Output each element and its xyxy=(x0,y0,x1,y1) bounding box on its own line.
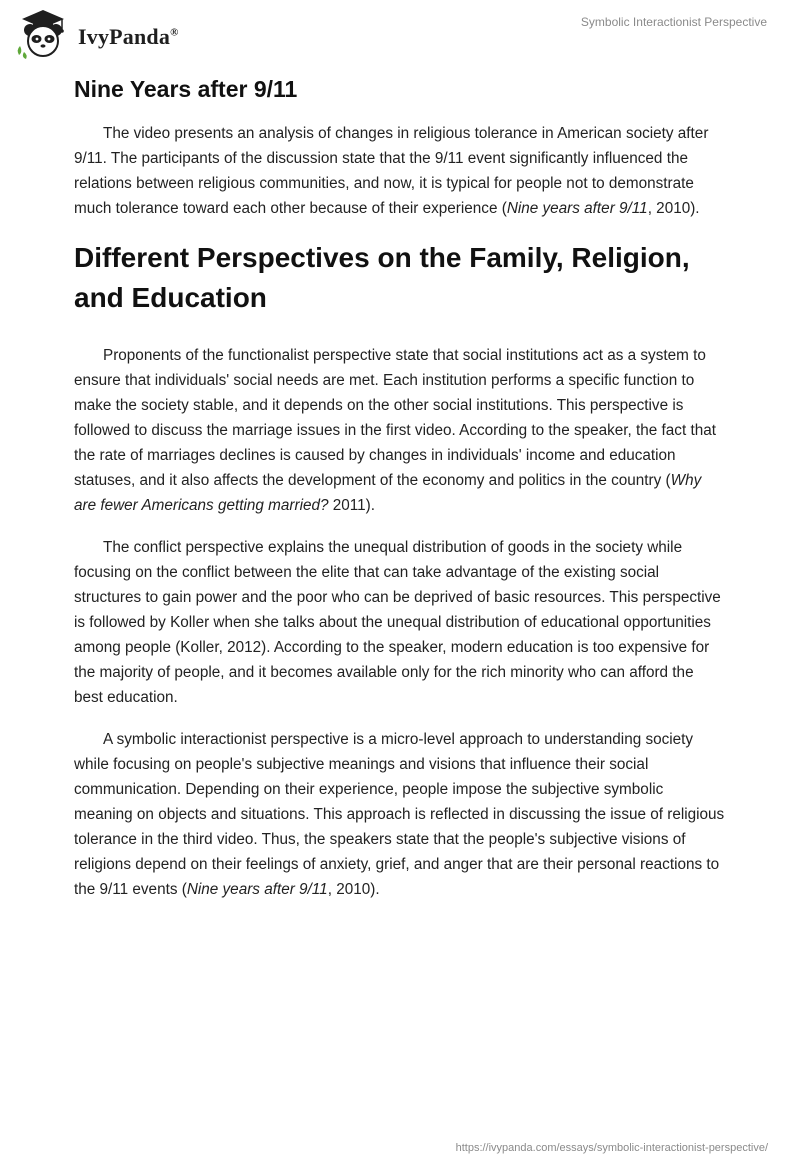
running-title: Symbolic Interactionist Perspective xyxy=(580,15,767,29)
section-heading: Different Perspectives on the Family, Religion, and Education xyxy=(74,242,690,313)
paragraph: The video presents an analysis of changes in religious tolerance in American society after 9/11. The participants of the discussion state that the 9/11 event significantly influenced the relations between religious communities, and now, it is typical for people not to demonstrate much tolerance toward each other because of their experience (Nine years after 9/11, 2010). xyxy=(74,125,709,217)
brand-name: IvyPanda® xyxy=(78,23,179,49)
paragraph: A symbolic interactionist perspective is a micro-level approach to understanding society while focusing on people's subjective meanings and visions that influence their social communication. Depending on their experience, people impose the subjective symbolic meaning on objects and situations. This approach is reflected in discussing the issue of religious tolerance in the third video. Thus, the speakers state that the people's subjective visions of religions depend on their feelings of anxiety, grief, and anger that are their personal reactions to the 9/11 events (Nine years after 9/11, 2010). xyxy=(74,731,725,898)
source-url-link[interactable]: https://ivypanda.com/essays/symbolic-interactionist-perspective/ xyxy=(455,1142,768,1154)
section-heading: Nine Years after 9/11 xyxy=(74,76,298,102)
panda-graduate-icon xyxy=(14,8,72,65)
page-header xyxy=(0,0,800,64)
paragraph: The conflict perspective explains the unequal distribution of goods in the society while focusing on the conflict between the elite that can take advantage of the existing social structures to gain power and the poor who can be deprived of basic resources. This perspective is followed by Koller when she talks about the unequal distribution of educational opportunities among people (Koller, 2012). According to the speaker, modern education is too expensive for the majority of people, and it becomes available only for the rich minority who can afford the best education. xyxy=(74,539,721,706)
essay-content xyxy=(74,74,726,919)
ivypanda-logo[interactable] xyxy=(14,8,179,65)
paragraph: Proponents of the functionalist perspective state that social institutions act as a system to ensure that individuals' social needs are met. Each institution performs a specific function to make the society stable, and it depends on the other social institutions. This perspective is followed to discuss the marriage issues in the first video. According to the speaker, the fact that the rate of marriages declines is caused by changes in individuals' income and education statuses, and it also affects the development of the economy and politics in the country (Why are fewer Americans getting married? 2011). xyxy=(74,347,716,514)
